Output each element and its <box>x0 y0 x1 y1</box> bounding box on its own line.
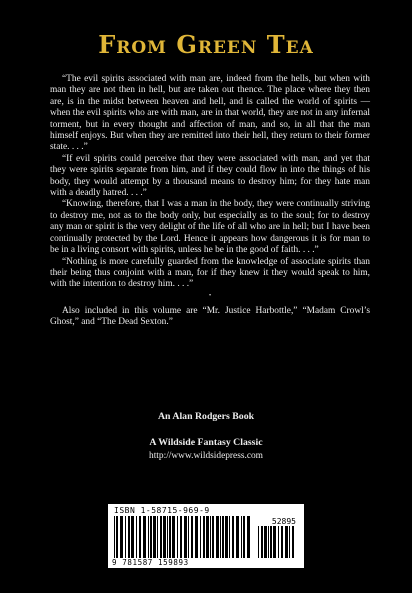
barcode-bar <box>278 526 279 558</box>
barcode-bar <box>225 516 228 558</box>
barcode-bar <box>212 516 214 558</box>
barcode-bar <box>220 516 221 558</box>
barcode-bar <box>206 516 209 558</box>
barcode-bar <box>128 516 130 558</box>
ean-barcode <box>114 516 252 558</box>
barcode-bar <box>216 516 219 558</box>
barcode-bar <box>195 516 198 558</box>
barcode-bar <box>148 516 149 558</box>
barcode-bar <box>167 516 168 558</box>
barcode-bar <box>188 516 189 558</box>
barcode-bar <box>200 516 201 558</box>
barcode-bar <box>120 516 123 558</box>
barcode-bar <box>229 516 230 558</box>
quote-paragraph-1: “The evil spirits associated with man are, indeed from the hells, but when with man they are not then in hell, but are taken out thence. The place where they then are, is in the midst between heaven and hell, and is called the world of spirits — when the evil spirits who are with man, are in that world, they are not in any infernal torment, but in every thought and affection of man, and so, in all that the man himself enjoys. But when they are remitted into their hell, they return to their former state. . . .” <box>50 74 370 153</box>
website-link[interactable]: http://www.wildsidepress.com <box>149 451 263 461</box>
barcode-bar <box>203 516 205 558</box>
barcode-bar <box>243 516 245 558</box>
barcode-bar <box>136 516 137 558</box>
barcode-bar <box>292 526 294 558</box>
barcode-bar <box>163 516 166 558</box>
barcode-bar <box>157 516 158 558</box>
price-code-text: 52895 <box>271 517 296 526</box>
barcode-bar <box>125 516 126 558</box>
imprint-line: An Alan Rodgers Book <box>157 411 255 422</box>
barcode-bar <box>264 526 267 558</box>
barcode-bar <box>172 516 175 558</box>
barcode-bar <box>273 526 276 558</box>
quote-paragraph-4: “Nothing is more carefully guarded from the knowledge of associate spirits than their being thus conjoint with a man, for if they knew it they would speak to him, with the intention to destroy him. . . .” <box>50 256 370 290</box>
barcode-bar <box>247 516 250 558</box>
barcode-bar <box>143 516 146 558</box>
barcode-bar <box>160 516 162 558</box>
barcode-bar <box>222 516 224 558</box>
ean-number: 9 781587 159893 <box>112 558 189 567</box>
barcode-bar <box>210 516 211 558</box>
barcode-bar <box>114 516 115 558</box>
barcode-bar <box>180 516 182 558</box>
price-barcode <box>258 526 298 558</box>
barcode-bar <box>116 516 118 558</box>
barcode-label <box>108 504 304 568</box>
barcode-bar <box>153 516 156 558</box>
blurb-text <box>50 74 370 329</box>
barcode-bar <box>261 526 263 558</box>
barcode-bar <box>285 526 288 558</box>
barcode-bar <box>169 516 171 558</box>
barcode-bar <box>191 516 193 558</box>
barcode-bar <box>232 516 234 558</box>
quote-paragraph-2: “If evil spirits could perceive that they were associated with man, and yet that they were spirits separate from him, and if they could flow in into the things of his body, they would attempt by a thousand means to destroy him; for they hate man with a deadly hatred. . . .” <box>50 153 370 199</box>
barcode-bar <box>177 516 178 558</box>
barcode-bar <box>258 526 259 558</box>
barcode-bar <box>139 516 141 558</box>
book-title: From Green Tea <box>98 30 314 59</box>
barcode-bar <box>241 516 242 558</box>
also-included-text: Also included in this volume are “Mr. Justice Harbottle,” “Madam Crowl’s Ghost,” and “The Dead Sexton.” <box>50 305 370 328</box>
separator-bullet: • <box>208 292 212 299</box>
barcode-bar <box>131 516 134 558</box>
isbn-text: ISBN 1-58715-969-9 <box>114 506 210 515</box>
barcode-bar <box>150 516 152 558</box>
barcode-bar <box>289 526 290 558</box>
barcode-bar <box>236 516 239 558</box>
barcode-bar <box>270 526 272 558</box>
barcode-bar <box>281 526 283 558</box>
quote-paragraph-3: “Knowing, therefore, that I was a man in the body, they were continually striving to destroy me, not as to the body only, but especially as to the soul; for to destroy any man or spirit is the very delight of the life of all who are in hell; but I have been continually protected by the Lord. Hence it appears how dangerous it is for man to be in a living consort with spirits, unless he be in the good of faith. . . .” <box>50 199 370 256</box>
series-line: A Wildside Fantasy Classic <box>149 437 263 448</box>
barcode-bar <box>184 516 187 558</box>
barcode-bar <box>268 526 269 558</box>
